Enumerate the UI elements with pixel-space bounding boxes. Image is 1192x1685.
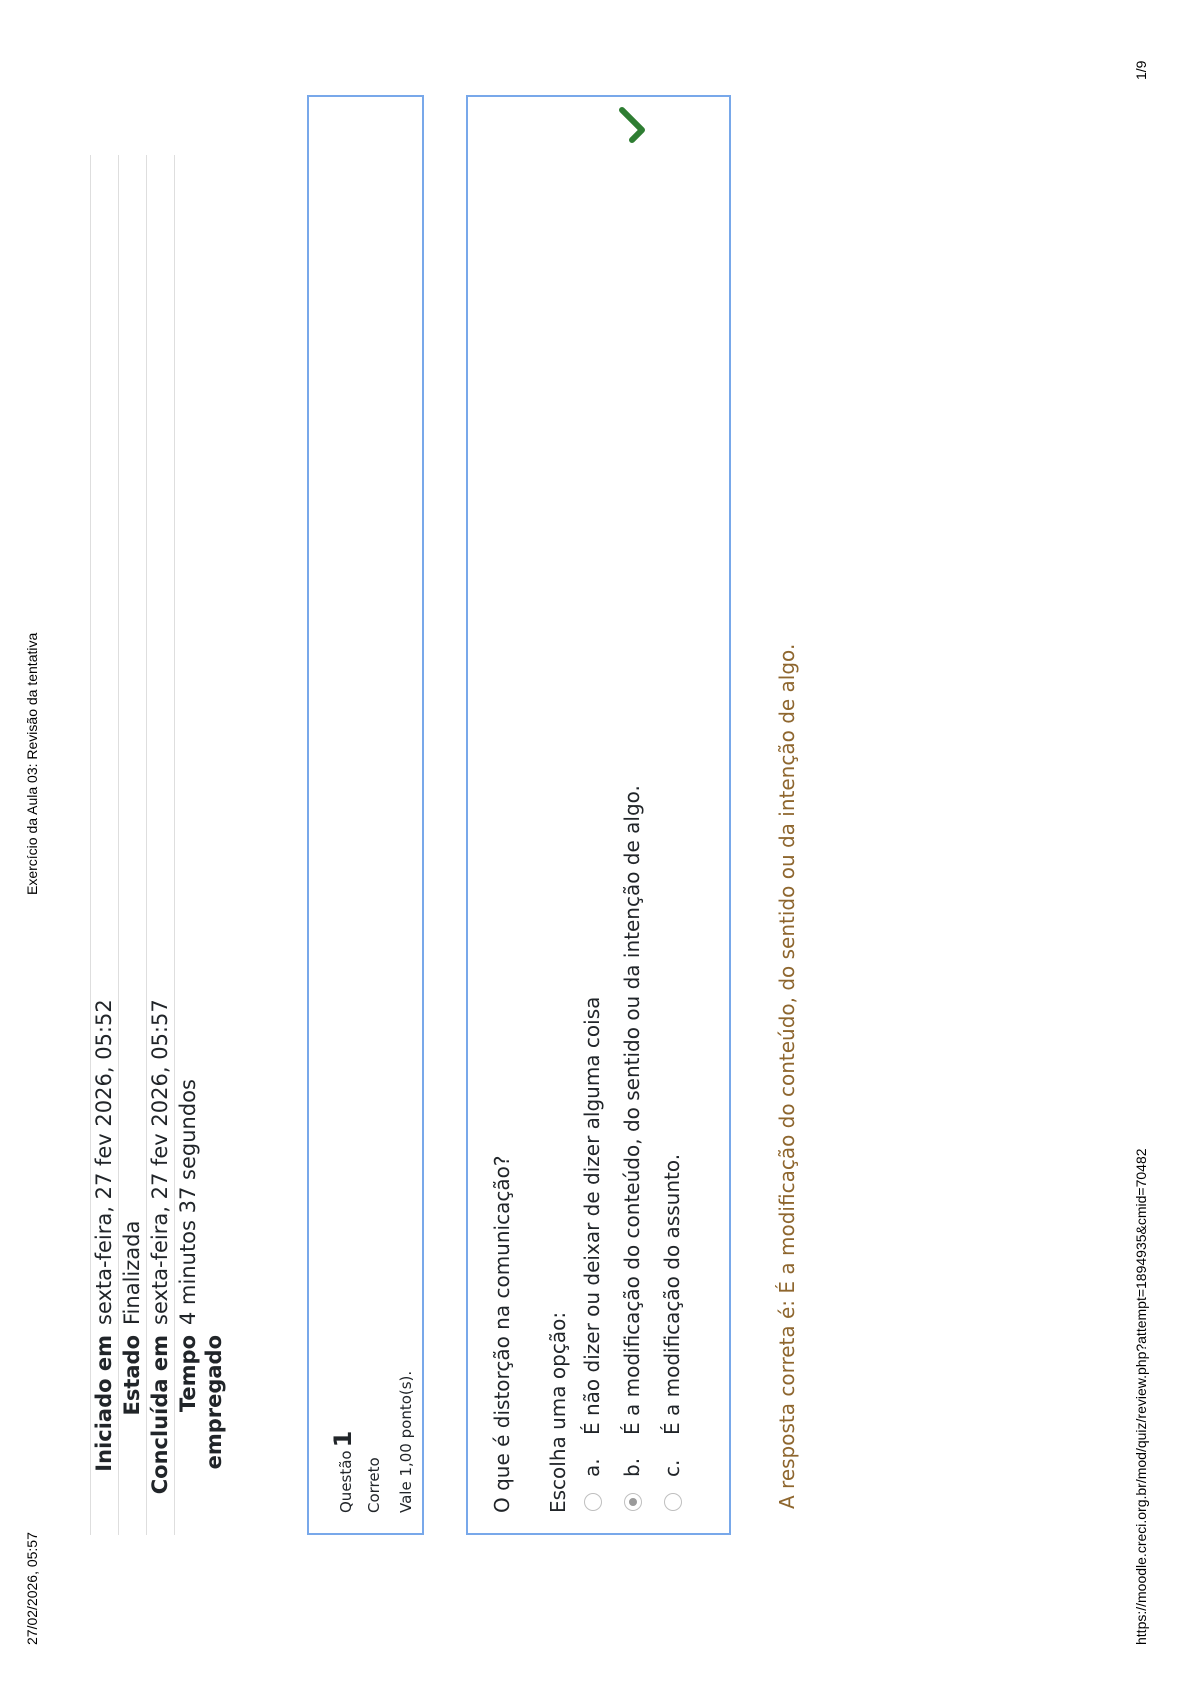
question-prompt: Escolha uma opção:	[546, 1311, 570, 1513]
option-text: É a modificação do assunto.	[660, 1153, 684, 1435]
summary-row-time-taken	[174, 155, 230, 1535]
question-label	[329, 1431, 357, 1513]
radio-button[interactable]	[664, 1493, 682, 1511]
question-number: 1	[329, 1430, 357, 1448]
summary-row-completed	[146, 155, 174, 1535]
question-text: O que é distorção na comunicação?	[490, 1155, 514, 1513]
print-header-title: Exercício da Aula 03: Revisão da tentativa	[24, 632, 40, 895]
summary-value: Finalizada	[120, 1220, 144, 1325]
summary-value: sexta-feira, 27 fev 2026, 05:52	[92, 999, 116, 1325]
question-grade: Vale 1,00 ponto(s).	[397, 1370, 415, 1513]
option-text: É não dizer ou deixar de dizer alguma coisa	[580, 996, 604, 1435]
option-text: É a modificação do conteúdo, do sentido ou da intenção de algo.	[620, 785, 644, 1435]
option-letter: c.	[660, 1459, 684, 1477]
summary-label: Tempo	[176, 1335, 200, 1413]
summary-label: Iniciado em	[92, 1335, 116, 1472]
option-letter: a.	[580, 1458, 604, 1477]
summary-row-state	[118, 155, 146, 1535]
question-info-box	[307, 95, 424, 1535]
option-letter: b.	[620, 1457, 644, 1477]
print-footer-page: 1/9	[1133, 60, 1149, 80]
summary-value: sexta-feira, 27 fev 2026, 05:57	[148, 999, 172, 1325]
print-footer-url: https://moodle.creci.org.br/mod/quiz/review.php?attempt=1894935&cmid=70482	[1133, 1148, 1149, 1645]
question-label-text: Questão	[337, 1450, 355, 1513]
question-state: Correto	[365, 1457, 383, 1513]
radio-button-selected[interactable]	[624, 1493, 642, 1511]
summary-label: Estado	[120, 1335, 144, 1416]
summary-label-line2: empregado	[202, 1335, 226, 1470]
check-icon	[618, 107, 646, 143]
print-header-date: 27/02/2026, 05:57	[24, 1532, 40, 1645]
summary-label: Concluída em	[148, 1335, 172, 1495]
question-content-box	[466, 95, 731, 1535]
correct-answer-feedback: A resposta correta é: É a modificação do conteúdo, do sentido ou da intenção de algo.	[775, 643, 799, 1509]
summary-value: 4 minutos 37 segundos	[176, 1079, 200, 1325]
summary-row-started	[90, 155, 118, 1535]
radio-button[interactable]	[584, 1493, 602, 1511]
